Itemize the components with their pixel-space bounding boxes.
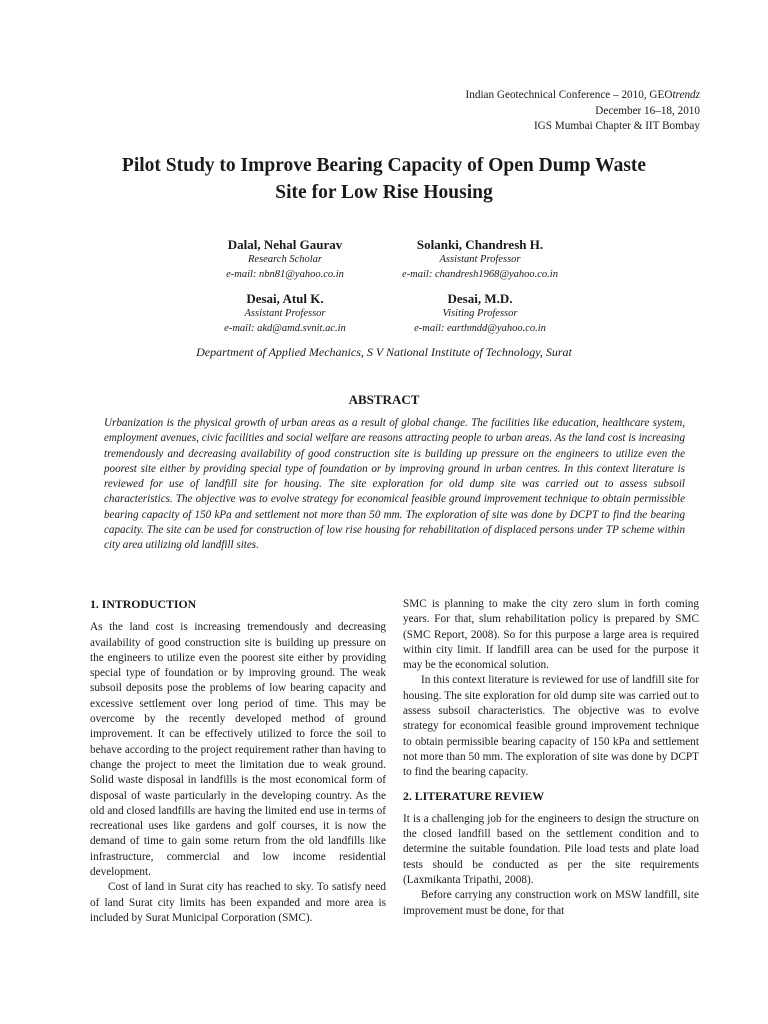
paragraph: Cost of land in Surat city has reached to sky. To satisfy need of land Surat city limits has been expanded and more area is included by Surat Municipal Corporation (SMC). — [90, 881, 386, 924]
section-heading-introduction: 1. INTRODUCTION — [90, 597, 197, 611]
abstract-heading: ABSTRACT — [348, 392, 420, 407]
author-role: Research Scholar — [248, 254, 322, 265]
author-block — [350, 237, 610, 282]
paragraph: SMC is planning to make the city zero slum in forth coming years. For that, slum rehabilitation policy is prepared by SMC (SMC Report, 2008). So for this purpose a large area is required within city limit. If landfill area can be used for the purpose it may be the economical solution. — [403, 598, 699, 672]
author-block — [350, 291, 610, 336]
author-role: Assistant Professor — [244, 308, 326, 319]
section-heading-literature-review: 2. LITERATURE REVIEW — [403, 788, 545, 803]
author-name: Desai, M.D. — [447, 291, 513, 306]
conference-header — [466, 88, 700, 135]
author-name: Desai, Atul K. — [246, 291, 324, 306]
author-email: e-mail: akd@amd.svnit.ac.in — [224, 322, 346, 334]
department-affiliation: Department of Applied Mechanics, S V National Institute of Technology, Surat — [196, 345, 572, 359]
left-column — [90, 597, 386, 926]
author-role: Visiting Professor — [442, 308, 518, 319]
paper-title: Pilot Study to Improve Bearing Capacity of Open Dump Waste Site for Low Rise Housing — [121, 155, 647, 203]
author-name: Dalal, Nehal Gaurav — [227, 237, 343, 252]
abstract-text: Urbanization is the physical growth of urban areas as a result of global change. The facilities like education, healthcare system, employment avenues, civic facilities and social welfare are reasons attracting people to urban areas. As the land cost is increasing tremendously and decreasing availability of good construction site is building up pressure on the engineers to utilize even the poorest site either by providing special type of foundation or by improving ground in urban centres. In this context literature is reviewed for use of landfill site for housing. The site exploration for old dump site was carried out to assess subsoil characteristics. The objective was to evolve strategy for economical feasible ground improvement technique to obtain permissible bearing capacity of 150 kPa and settlement not more than 50 mm. The exploration of site was done by DCPT to find the bearing capacity. The site can be used for construction of low rise housing for rehabilitation of displaced persons under TP scheme within city area utilizing old landfill sites. — [104, 417, 685, 552]
conference-dates: December 16–18, 2010 — [595, 104, 700, 117]
conference-name: Indian Geotechnical Conference – 2010, GEOtrendz — [465, 89, 700, 101]
conference-host: IGS Mumbai Chapter & IIT Bombay — [533, 120, 700, 132]
paragraph: Before carrying any construction work on MSW landfill, site improvement must be done, for that — [403, 889, 699, 917]
paragraph: It is a challenging job for the engineers to design the structure on the closed landfill based on the settlement condition and to determine the suitable foundation. Pile load tests and plate load tests should be conducted as per the site requirements (Laxmikanta Tripathi, 2008). — [403, 812, 699, 887]
author-email: e-mail: earthmdd@yahoo.co.in — [414, 322, 546, 334]
paragraph: As the land cost is increasing tremendously and decreasing availability of good construction site is building up pressure on the engineers to utilize even the poorest site either by providing special type of foundation or by improving ground. The weak subsoil deposits pose the problems of low bearing capacity and excessive settlement over long period of time. This may be overcome by the recently developed method of ground improvement. It can be effectively utilized to force the soil to behave according to the project requirement rather than having to change the project to meet the limitation due to weak ground. Solid waste disposal in landfills is the most economical form of disposal of waste particularly in the developing country. As the old and closed landfills are having the limited end use in terms of recreational uses like gardens and golf courses, it is now the demand of time to gain some return from the old landfills like infrastructure, commercial and low income residential development. — [90, 621, 386, 879]
author-role: Assistant Professor — [439, 254, 521, 265]
paragraph: In this context literature is reviewed for use of landfill site for housing. The site exploration for old dump site was carried out to assess subsoil characteristics. The objective was to evolve strategy for economical feasible ground improvement technique to obtain permissible bearing capacity of 150 kPa and settlement not more than 50 mm. The exploration of site was done by DCPT to find the bearing capacity. — [403, 674, 699, 779]
right-column — [403, 597, 699, 919]
author-email: e-mail: nbn81@yahoo.co.in — [226, 268, 344, 280]
author-email: e-mail: chandresh1968@yahoo.co.in — [402, 268, 558, 280]
author-name: Solanki, Chandresh H. — [416, 237, 544, 252]
